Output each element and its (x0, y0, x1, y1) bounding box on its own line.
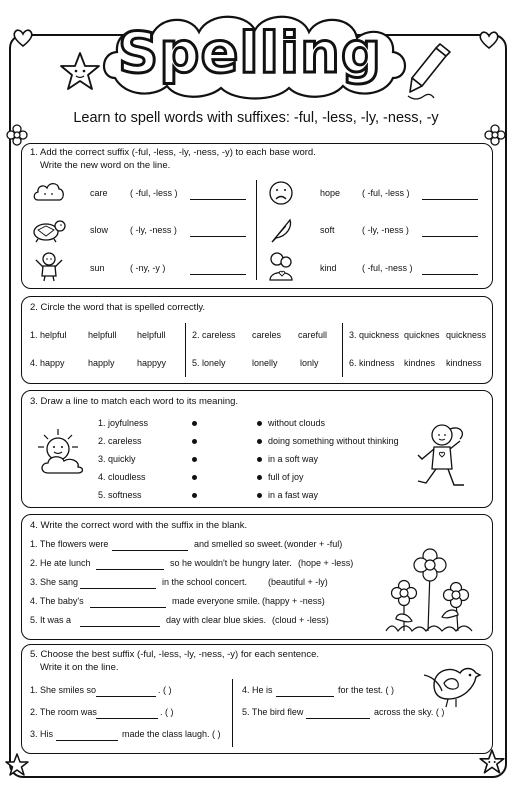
section5-title: 5. Choose the best suffix (-ful, -less, -ly, -ness, -y) for each sentence. (30, 649, 319, 660)
base-word: sun (90, 263, 105, 273)
word-choice[interactable]: happly (88, 358, 115, 368)
divider (342, 323, 343, 377)
section-choose-suffix (21, 644, 493, 754)
answer-line[interactable] (56, 740, 118, 741)
sentence-start: 2. The room was (30, 707, 97, 717)
match-dot[interactable] (192, 475, 197, 480)
sentence-end: day with clear blue skies. (166, 615, 267, 625)
word-choice[interactable]: quicknes (404, 330, 440, 340)
sentence-end: and smelled so sweet. (194, 539, 284, 549)
pencil-icon (402, 42, 452, 104)
section1-title: 1. Add the correct suffix (-ful, -less, -ly, -ness, -y) to each base word. (30, 147, 316, 158)
word-choice[interactable]: 3. quickness (349, 330, 400, 340)
sentence-end: made the class laugh. ( ) (122, 729, 221, 739)
section5-subtitle: Write it on the line. (40, 662, 119, 673)
match-meaning: in a soft way (268, 454, 319, 464)
sentence-end: in the school concert. (162, 577, 248, 587)
feather-icon (268, 216, 294, 244)
section4-title: 4. Write the correct word with the suffix in the blank. (30, 520, 248, 531)
answer-line[interactable] (190, 274, 246, 275)
base-word: kind (320, 263, 337, 273)
word-choice[interactable]: 6. kindness (349, 358, 395, 368)
answer-line[interactable] (96, 718, 158, 719)
match-meaning: in a fast way (268, 490, 319, 500)
word-choice[interactable]: 1. helpful (30, 330, 67, 340)
match-meaning: doing something without thinking (268, 436, 399, 446)
match-dot[interactable] (257, 493, 262, 498)
running-girl-icon (414, 419, 472, 501)
suffix-hint: ( -ful, -less ) (130, 188, 178, 198)
base-word: slow (90, 225, 109, 235)
answer-line[interactable] (422, 199, 478, 200)
sentence-end: . ( ) (158, 685, 172, 695)
sentence-start: 4. The baby's (30, 596, 84, 606)
divider (185, 323, 186, 377)
answer-line[interactable] (90, 607, 166, 608)
page-subtitle: Learn to spell words with suffixes: -ful, -less, -ly, -ness, -y (73, 110, 439, 126)
section1-subtitle: Write the new word on the line. (40, 160, 171, 171)
answer-line[interactable] (422, 274, 478, 275)
word-hint: (wonder + -ful) (284, 539, 343, 549)
sentence-start: 4. He is (242, 685, 273, 695)
sentence-start: 3. His (30, 729, 54, 739)
word-choice[interactable]: 5. lonely (192, 358, 226, 368)
word-hint: (happy + -ness) (262, 596, 325, 606)
match-word: 1. joyfulness (98, 418, 149, 428)
sun-cloud-icon (34, 427, 90, 477)
word-choice[interactable]: careles (252, 330, 282, 340)
word-choice[interactable]: helpfull (137, 330, 166, 340)
match-dot[interactable] (192, 421, 197, 426)
flowers-icon (382, 541, 482, 633)
sentence-start: 3. She sang (30, 577, 79, 587)
word-choice[interactable]: lonly (300, 358, 319, 368)
match-dot[interactable] (257, 439, 262, 444)
match-word: 4. cloudless (98, 472, 146, 482)
match-word: 5. softness (98, 490, 142, 500)
match-meaning: full of joy (268, 472, 304, 482)
suffix-hint: ( -ny, -y ) (130, 263, 166, 273)
word-hint: (hope + -less) (298, 558, 354, 568)
section2-title: 2. Circle the word that is spelled correctly. (30, 302, 206, 313)
match-dot[interactable] (192, 439, 197, 444)
word-choice[interactable]: quickness (446, 330, 487, 340)
flower-icon (6, 124, 28, 146)
word-hint: (cloud + -less) (272, 615, 329, 625)
sentence-start: 5. The bird flew (242, 707, 304, 717)
bird-icon (420, 655, 482, 711)
suffix-hint: ( -ly, -ness ) (362, 225, 409, 235)
suffix-hint: ( -ful, -less ) (362, 188, 410, 198)
sentence-start: 2. He ate lunch (30, 558, 91, 568)
word-choice[interactable]: 2. careless (192, 330, 236, 340)
cloud-icon (32, 180, 66, 204)
match-word: 2. careless (98, 436, 142, 446)
match-dot[interactable] (257, 421, 262, 426)
section-fill-blank (21, 514, 493, 640)
word-choice[interactable]: carefull (298, 330, 328, 340)
sentence-end: made everyone smile. (172, 596, 261, 606)
heart-icon (12, 28, 34, 48)
word-choice[interactable]: helpfull (88, 330, 117, 340)
answer-line[interactable] (422, 236, 478, 237)
sentence-start: 1. The flowers were (30, 539, 109, 549)
divider (232, 679, 233, 747)
match-word: 3. quickly (98, 454, 136, 464)
section-add-suffix (21, 143, 493, 289)
word-choice[interactable]: kindnes (404, 358, 436, 368)
sentence-end: for the test. ( ) (338, 685, 395, 695)
sad-face-icon (268, 180, 294, 206)
flower-icon (484, 124, 506, 146)
turtle-icon (30, 216, 68, 244)
answer-line[interactable] (112, 550, 188, 551)
child-icon (34, 250, 64, 282)
answer-line[interactable] (96, 696, 156, 697)
star-smile-icon (58, 50, 102, 94)
base-word: hope (320, 188, 341, 198)
answer-line[interactable] (190, 199, 246, 200)
match-dot[interactable] (192, 457, 197, 462)
sentence-end: . ( ) (160, 707, 174, 717)
match-dot[interactable] (257, 475, 262, 480)
word-choice[interactable]: kindness (446, 358, 482, 368)
sentence-start: 1. She smiles so (30, 685, 97, 695)
word-choice[interactable]: happyy (137, 358, 167, 368)
answer-line[interactable] (190, 236, 246, 237)
suffix-hint: ( -ly, -ness ) (130, 225, 177, 235)
base-word: soft (320, 225, 335, 235)
sentence-end: across the sky. ( ) (374, 707, 445, 717)
answer-line[interactable] (276, 696, 334, 697)
answer-line[interactable] (96, 569, 164, 570)
match-dot[interactable] (257, 457, 262, 462)
sentence-end: so he wouldn't be hungry later. (170, 558, 292, 568)
match-dot[interactable] (192, 493, 197, 498)
hug-icon (266, 250, 296, 282)
section-circle-correct (21, 296, 493, 384)
section-match-meaning (21, 390, 493, 508)
answer-line[interactable] (306, 718, 370, 719)
divider (256, 180, 257, 280)
sentence-start: 5. It was a (30, 615, 72, 625)
word-choice[interactable]: 4. happy (30, 358, 65, 368)
answer-line[interactable] (80, 626, 160, 627)
word-choice[interactable]: lonelly (252, 358, 278, 368)
section3-title: 3. Draw a line to match each word to its meaning. (30, 396, 239, 407)
suffix-hint: ( -ful, -ness ) (362, 263, 413, 273)
answer-line[interactable] (80, 588, 156, 589)
word-hint: (beautiful + -ly) (268, 577, 328, 587)
star-icon (4, 752, 30, 778)
page-title: Spelling (118, 21, 382, 86)
heart-icon (478, 30, 500, 50)
base-word: care (90, 188, 108, 198)
match-meaning: without clouds (268, 418, 326, 428)
